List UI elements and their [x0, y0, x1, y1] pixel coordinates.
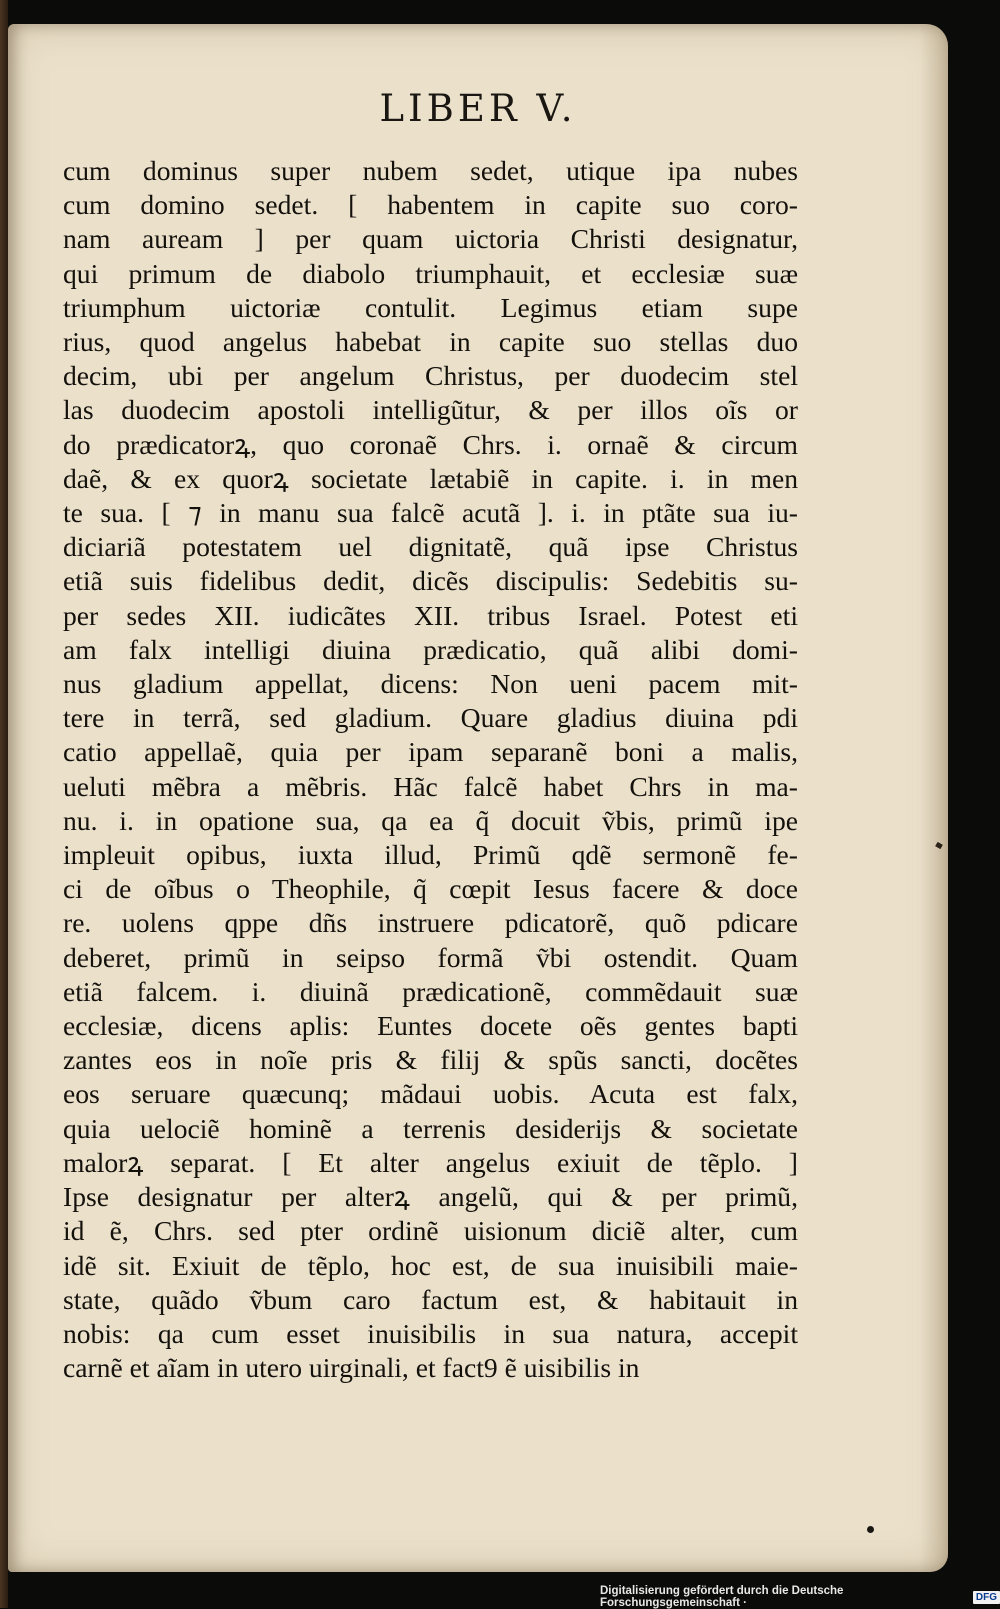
text-line: triumphum uictoriæ contulit. Legimus etiam supe [63, 291, 798, 323]
text-line: catio appellaẽ, quia per ipam separanẽ boni a malis, [63, 736, 798, 768]
text-line: qui primum de diabolo triumphauit, et ecclesiæ suæ [63, 257, 798, 289]
text-line: cum dominus super nubem sedet, utique ipa nubes [63, 155, 798, 186]
text-line: nu. i. in opatione sua, qa ea q̃ docuit ṽbis, primũ ipe [63, 804, 798, 836]
text-line: do prædicatorꝝ, quo coronaẽ Chrs. i. ornaẽ & circum [63, 428, 798, 460]
text-line: impleuit opibus, iuxta illud, Primũ qdẽ sermonẽ fe- [63, 839, 798, 871]
text-line: ueluti mẽbra a mẽbris. Hãc falcẽ habet Chrs in ma- [63, 770, 798, 802]
book-page [8, 24, 948, 1572]
text-line: idẽ sit. Exiuit de tẽplo, hoc est, de sua inuisibili maie- [63, 1249, 798, 1281]
text-line: etiã suis fidelibus dedit, dicẽs discipulis: Sedebitis su- [63, 565, 798, 597]
text-line: las duodecim apostoli intelligũtur, & per illos oĩs or [63, 394, 798, 426]
running-head: LIBER V. [379, 87, 577, 130]
text-line: id ẽ, Chrs. sed pter ordinẽ uisionum diciẽ alter, cum [63, 1215, 798, 1247]
text-line: Ipse designatur per alterꝝ angelũ, qui & per primũ, [63, 1181, 798, 1213]
text-line: quia uelociẽ hominẽ a terrenis desiderijs & societate [63, 1112, 798, 1144]
text-line: eos seruare quæcunq; mãdaui uobis. Acuta est falx, [63, 1078, 798, 1110]
ink-dot [867, 1526, 874, 1533]
text-line: per sedes XII. iudicãtes XII. tribus Israel. Potest eti [63, 599, 798, 631]
text-line: zantes eos in noĩe pris & filij & spũs sancti, docẽtes [63, 1044, 798, 1076]
text-line: am falx intelligi diuina prædicatio, quã alibi domi- [63, 633, 798, 665]
body-text [63, 154, 798, 1385]
text-line: nobis: qa cum esset inuisibilis in sua natura, accepit [63, 1317, 798, 1349]
text-line: daẽ, & ex quorꝝ societate lætabiẽ in capite. i. in men [63, 462, 798, 494]
text-line: ci de oĩbus o Theophile, q̃ cœpit Iesus facere & doce [63, 873, 798, 905]
text-line: rius, quod angelus habebat in capite suo stellas duo [63, 326, 798, 358]
text-line: carnẽ et aĩam in utero uirginali, et fact9 ẽ uisibilis in [63, 1352, 640, 1384]
page-edge-shadow [920, 24, 948, 1572]
text-line: nam auream ] per quam uictoria Christi designatur, [63, 223, 798, 255]
text-line: ecclesiæ, dicens aplis: Euntes docete oẽs gentes bapti [63, 1010, 798, 1042]
text-line: malorꝝ separat. [ Et alter angelus exiuit de tẽplo. ] [63, 1146, 798, 1178]
text-line: etiã falcem. i. diuinã prædicationẽ, commẽdauit suæ [63, 975, 798, 1007]
text-line: decim, ubi per angelum Christus, per duodecim stel [63, 360, 798, 392]
dfg-logo: DFG [973, 1591, 1000, 1604]
text-line: deberet, primũ in seipso formã ṽbi ostendit. Quam [63, 941, 798, 973]
text-line: te sua. [ ⁊ in manu sua falcẽ acutã ]. i. in ptãte sua iu- [63, 497, 798, 529]
text-line: re. uolens qppe dñs instruere pdicatorẽ, quõ pdicare [63, 907, 798, 939]
text-line: tere in terrã, sed gladium. Quare gladius diuina pdi [63, 702, 798, 734]
credit-text: Digitalisierung gefördert durch die Deutsche Forschungsgemeinschaft · [600, 1585, 844, 1609]
text-line: state, quãdo ṽbum caro factum est, & habitauit in [63, 1283, 798, 1315]
text-line: diciariã potestatem uel dignitatẽ, quã ipse Christus [63, 531, 798, 563]
digitization-credit [600, 1585, 1000, 1609]
text-line: cum domino sedet. [ habentem in capite suo coro- [63, 189, 798, 221]
binding-board-edge [0, 0, 8, 1608]
text-line: nus gladium appellat, dicens: Non ueni pacem mit- [63, 668, 798, 700]
